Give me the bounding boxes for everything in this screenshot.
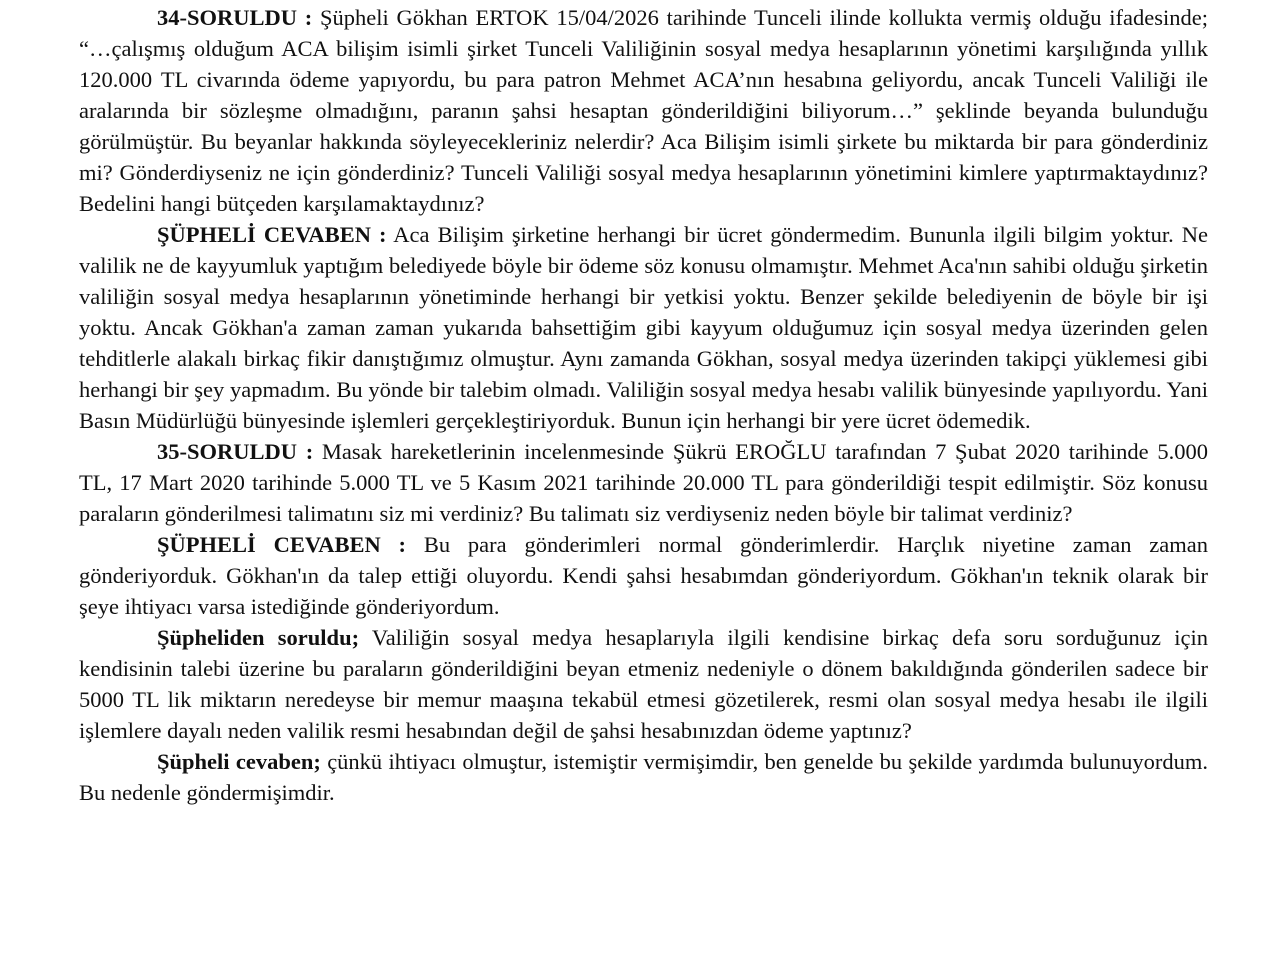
paragraph-lead: Şüpheliden soruldu;: [157, 625, 360, 650]
answer-35-paragraph: [79, 529, 1208, 622]
document-page: [79, 2, 1208, 808]
paragraph-text: Şüpheli Gökhan ERTOK 15/04/2026 tarihinde Tunceli ilinde kollukta vermiş olduğu ifadesinde; “…çalışmış olduğum ACA bilişim isimli şirket Tunceli Valiliğinin sosyal medya hesaplarının yönetimi karşılığında yıllık 120.000 TL civarında ödeme yapıyordu, bu para patron Mehmet ACA’nın hesabına geliyordu, ancak Tunceli Valiliği ile aralarında bir sözleşme olmadığını, paranın şahsi hesaptan gönderildiğini biliyorum…” şeklinde beyanda bulunduğu görülmüştür. Bu beyanlar hakkında söyleyecekleriniz nelerdir? Aca Bilişim isimli şirkete bu miktarda bir para gönderdiniz mi? Gönderdiyseniz ne için gönderdiniz? Tunceli Valiliği sosyal medya hesaplarının yönetimini kimlere yaptırmaktaydınız? Bedelini hangi bütçeden karşılamaktaydınız?: [79, 5, 1208, 216]
follow-up-question-paragraph: [79, 622, 1208, 746]
paragraph-lead: 34-SORULDU :: [157, 5, 313, 30]
answer-34-paragraph: [79, 219, 1208, 436]
paragraph-lead: Şüpheli cevaben;: [157, 749, 321, 774]
paragraph-lead: ŞÜPHELİ CEVABEN :: [157, 532, 407, 557]
paragraph-lead: ŞÜPHELİ CEVABEN :: [157, 222, 387, 247]
question-35-paragraph: [79, 436, 1208, 529]
paragraph-text: Bu para gönderimleri normal gönderimlerdir. Harçlık niyetine zaman zaman gönderiyorduk. Gökhan'ın da talep ettiği oluyordu. Kendi şahsi hesabımdan gönderiyordum. Gökhan'ın teknik olarak bir şeye ihtiyacı varsa istediğinde gönderiyordum.: [79, 532, 1209, 619]
paragraph-lead: 35-SORULDU :: [157, 439, 314, 464]
paragraph-text: Valiliğin sosyal medya hesaplarıyla ilgili kendisine birkaç defa soru sorduğunuz için kendisinin talebi üzerine bu paraların gönderildiğini beyan etmeniz nedeniyle o dönem bakıldığında gönderilen sadece bir 5000 TL lik miktarın neredeyse bir memur maaşına tekabül etmesi gözetilerek, resmi olan sosyal medya hesabı ile ilgili işlemlere dayalı neden valilik resmi hesabından değil de şahsi hesabınızdan ödeme yaptınız?: [79, 625, 1208, 743]
paragraph-text: Masak hareketlerinin incelenmesinde Şükrü EROĞLU tarafından 7 Şubat 2020 tarihinde 5.000 TL, 17 Mart 2020 tarihinde 5.000 TL ve 5 Kasım 2021 tarihinde 20.000 TL para gönderildiği tespit edilmiştir. Söz konusu paraların gönderilmesi talimatını siz mi verdiniz? Bu talimatı siz verdiyseniz neden böyle bir talimat verdiniz?: [79, 439, 1208, 526]
paragraph-text: Aca Bilişim şirketine herhangi bir ücret göndermedim. Bununla ilgili bilgim yoktur. Ne valilik ne de kayyumluk yaptığım belediyede böyle bir ödeme söz konusu olmamıştır. Mehmet Aca'nın sahibi olduğu şirketin valiliğin sosyal medya hesaplarının yönetiminde herhangi bir yetkisi yoktu. Benzer şekilde belediyenin de böyle bir işi yoktu. Ancak Gökhan'a zaman zaman yukarıda bahsettiğim gibi kayyum olduğumuz için sosyal medya üzerinden gelen tehditlerle alakalı birkaç fikir danıştığımız olmuştur. Aynı zamanda Gökhan, sosyal medya üzerinden takipçi yüklemesi gibi herhangi bir şey yapmadım. Bu yönde bir talebim olmadı. Valiliğin sosyal medya hesabı valilik bünyesinde yapılıyordu. Yani Basın Müdürlüğü bünyesinde işlemleri gerçekleştiriyorduk. Bunun için herhangi bir yere ücret ödemedik.: [79, 222, 1208, 433]
follow-up-answer-paragraph: [79, 746, 1208, 808]
paragraph-text: çünkü ihtiyacı olmuştur, istemiştir vermişimdir, ben genelde bu şekilde yardımda bulunuyordum. Bu nedenle göndermişimdir.: [79, 749, 1208, 805]
question-34-paragraph: [79, 2, 1208, 219]
